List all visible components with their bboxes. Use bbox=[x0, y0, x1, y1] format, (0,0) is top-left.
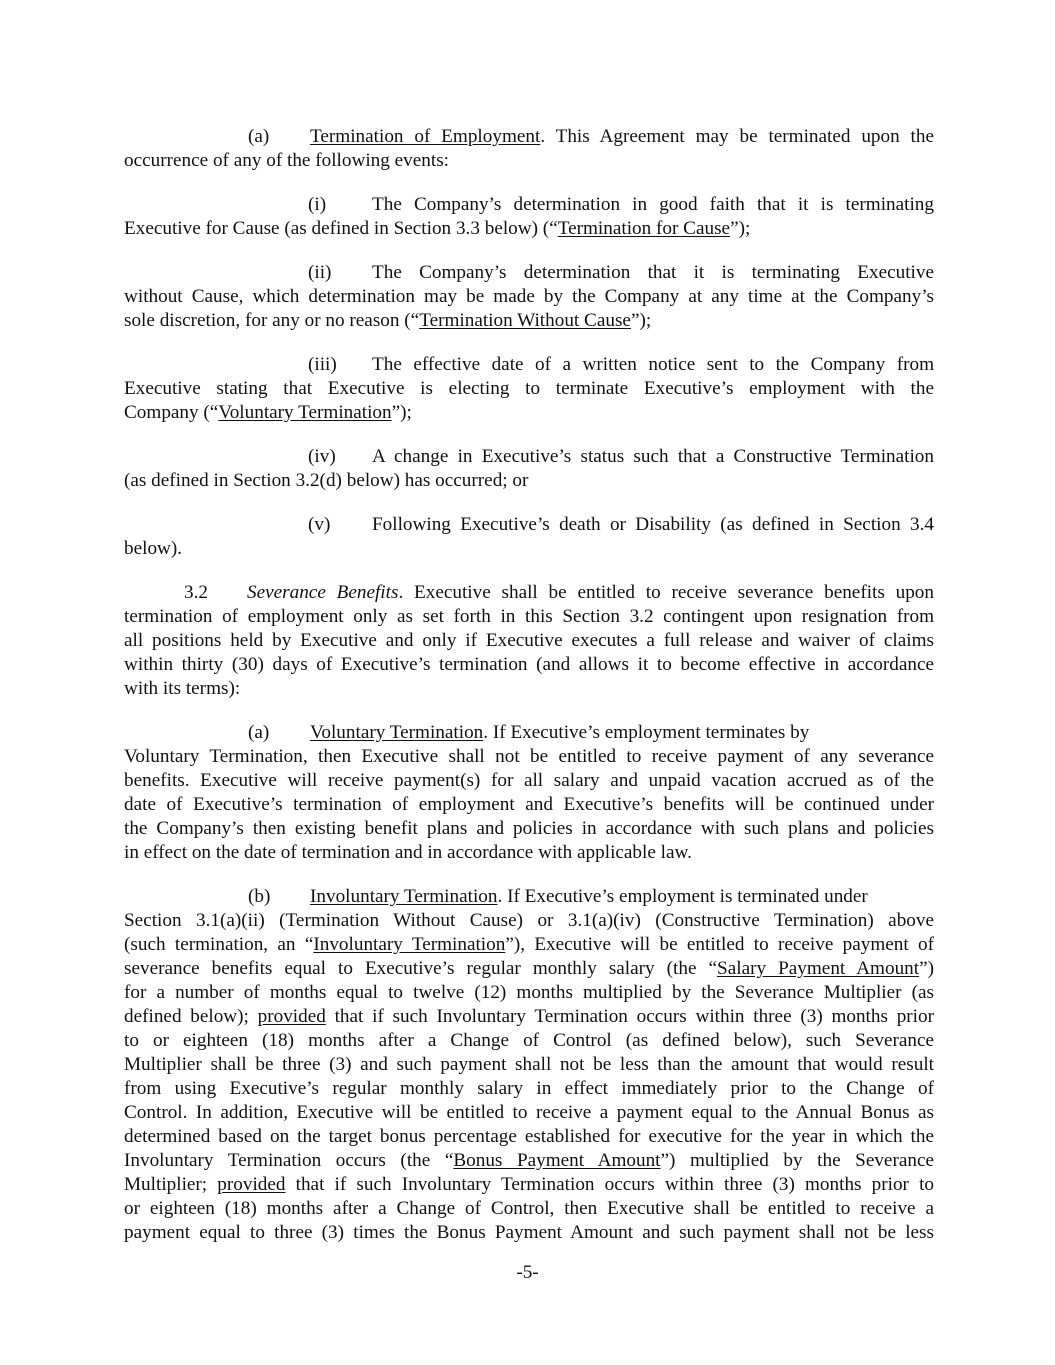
item-iv-label: (iv) bbox=[308, 446, 336, 467]
item-iii-voluntary-termination: (iii) The effective date of a written notice sent to the Company from Executive stating that Executive is electing to terminate Executive’s employment with the Company (“Voluntary Termination”); bbox=[124, 354, 934, 423]
subsection-a-label: (a) bbox=[248, 722, 270, 743]
item-i-label: (i) bbox=[308, 194, 327, 215]
item-v-death-or-disability: (v) Following Executive’s death or Disability (as defined in Section 3.4 below). bbox=[124, 514, 934, 559]
subsection-a-title: Voluntary Termination bbox=[310, 722, 484, 743]
section-a-label: (a) bbox=[248, 126, 270, 147]
subsection-b-title: Involuntary Termination bbox=[310, 886, 498, 907]
page-number: -5- bbox=[516, 1262, 539, 1283]
subsection-b-involuntary-termination: (b) Involuntary Termination. If Executive’s employment is terminated under Section 3.1(a)(ii) (Termination Without Cause) or 3.1(a)(iv) (Constructive Termination) above (such termination, an “Involuntary Termination”), Executive will be entitled to receive payment of severance benefits equal to Executive’s regular monthly salary (the “Salary Payment Amount”) for a number of months equal to twelve (12) months multiplied by the Severance Multiplier (as defined below); provided that if such Involuntary Termination occurs within three (3) months prior to or eighteen (18) months after a Change of Control (as defined below), such Severance Multiplier shall be three (3) and such payment shall not be less than the amount that would result from using Executive’s regular monthly salary in effect immediately prior to the Change of Control. In addition, Executive will be entitled to receive a payment equal to the Annual Bonus as determined based on the target bonus percentage established for executive for the year in which the Involuntary Termination occurs (the “Bonus Payment Amount”) multiplied by the Severance Multiplier; provided that if such Involuntary Termination occurs within three (3) months prior to or eighteen (18) months after a Change of Control, then Executive shall be entitled to receive a payment equal to three (3) times the Bonus Payment Amount and such payment shall not be less bbox=[124, 886, 935, 1243]
defined-term-voluntary-termination: Voluntary Termination bbox=[218, 402, 392, 423]
item-ii-termination-without-cause: (ii) The Company’s determination that it is terminating Executive without Cause, which determination may be made by the Company at any time at the Company’s sole discretion, for any or no reason (“Termination Without Cause”); bbox=[124, 262, 934, 331]
defined-term-termination-without-cause: Termination Without Cause bbox=[419, 310, 631, 331]
item-iii-label: (iii) bbox=[308, 354, 337, 375]
section-3-2-severance-benefits: 3.2 Severance Benefits. Executive shall be entitled to receive severance benefits upon termination of employment only as set forth in this Section 3.2 contingent upon resignation from all positions held by Executive and only if Executive executes a full release and waiver of claims within thirty (30) days of Executive’s termination (and allows it to become effective in accordance with its terms): bbox=[124, 582, 934, 699]
defined-term-salary-payment-amount: Salary Payment Amount bbox=[717, 958, 920, 979]
subsection-a-voluntary-termination: (a) Voluntary Termination. If Executive’s employment terminates by Voluntary Termination, then Executive shall not be entitled to receive payment of any severance benefits. Executive will receive payment(s) for all salary and unpaid vacation accrued as of the date of Executive’s termination of employment and Executive’s benefits will be continued under the Company’s then existing benefit plans and policies in accordance with such plans and policies in effect on the date of termination and in accordance with applicable law. bbox=[124, 722, 934, 863]
section-3-2-title: Severance Benefits bbox=[247, 582, 399, 603]
item-iv-constructive-termination: (iv) A change in Executive’s status such that a Constructive Termination (as defined in Section 3.2(d) below) has occurred; or bbox=[124, 446, 934, 491]
item-i-termination-for-cause: (i) The Company’s determination in good faith that it is terminating Executive for Cause (as defined in Section 3.3 below) (“Termination for Cause”); bbox=[124, 194, 934, 239]
subsection-b-label: (b) bbox=[248, 886, 271, 907]
section-a-termination-of-employment: (a) Termination of Employment. This Agreement may be terminated upon the occurrence of any of the following events: bbox=[124, 126, 935, 171]
defined-term-bonus-payment-amount: Bonus Payment Amount bbox=[453, 1150, 661, 1171]
section-a-title: Termination of Employment bbox=[310, 126, 541, 147]
item-v-label: (v) bbox=[308, 514, 331, 535]
term-provided-2: provided bbox=[217, 1174, 286, 1195]
defined-term-involuntary-termination: Involuntary Termination bbox=[313, 934, 506, 955]
section-3-2-number: 3.2 bbox=[184, 582, 208, 603]
defined-term-termination-for-cause: Termination for Cause bbox=[557, 218, 731, 239]
item-ii-label: (ii) bbox=[308, 262, 332, 283]
term-provided: provided bbox=[257, 1006, 326, 1027]
